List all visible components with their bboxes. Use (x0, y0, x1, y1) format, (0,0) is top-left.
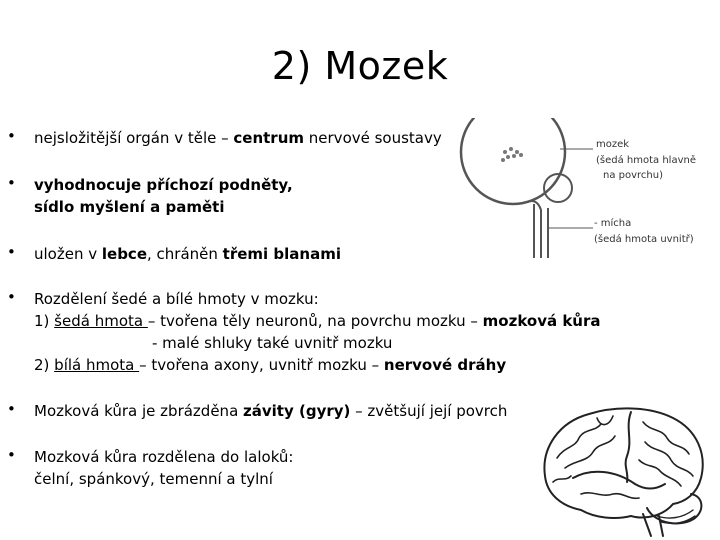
gyri-4 (645, 442, 693, 476)
diagram-label-brain: mozek (596, 139, 630, 150)
bullet-3-text: uložen v lebce, chráněn třemi blanami (34, 245, 341, 263)
diagram-label-cord-note: (šedá hmota uvnitř) (594, 234, 694, 245)
brain-outline (544, 408, 702, 518)
gyri-3 (643, 422, 689, 454)
bullet-2-text: vyhodnocuje příchozí podněty, sídlo myšlení a paměti (34, 176, 293, 216)
diagram-label-cord: - mícha (594, 218, 632, 229)
diagram-label-brain-note: (šedá hmota hlavně (596, 155, 696, 166)
bullet-6-text: Mozková kůra rozdělena do laloků: čelní, spánkový, temenní a tylní (34, 448, 294, 488)
bullet-marker: • (7, 288, 16, 306)
bullet-5-text: Mozková kůra je zbrázděna závity (gyry) – zvětšují její povrch (34, 402, 508, 420)
gyri-8 (597, 416, 613, 425)
diagram-label-brain-note-2: na povrchu) (603, 170, 663, 181)
bullet-marker: • (7, 400, 16, 418)
brain-illustration (535, 398, 715, 538)
spinal-cord (527, 201, 548, 258)
cerebellum-outline (647, 494, 701, 523)
lateral-sulcus (573, 472, 665, 489)
gyri-7 (553, 476, 571, 482)
neuron-dots (501, 147, 523, 162)
gyri-1 (557, 424, 601, 458)
bullet-marker: • (7, 243, 16, 261)
bullet-1-text: nejsložitější orgán v těle – centrum nervové soustavy (34, 129, 442, 147)
bullet-marker: • (7, 174, 16, 192)
bullet-marker: • (7, 127, 16, 145)
central-sulcus (626, 412, 631, 482)
brain-circle (461, 118, 565, 204)
gyri-2 (565, 436, 615, 468)
cns-diagram (455, 118, 720, 263)
bullet-4-text: Rozdělení šedé a bílé hmoty v mozku: 1) šedá hmota – tvořena těly neuronů, na povrchu mozku – mozková kůra - malé shluky také uvnitř mozku 2) bílá hmota – tvořena axony, uvnitř mozku – nervové dráhy (34, 290, 601, 374)
bullet-marker: • (7, 446, 16, 464)
slide-title: 2) Mozek (271, 44, 449, 88)
gyri-6 (581, 493, 639, 498)
